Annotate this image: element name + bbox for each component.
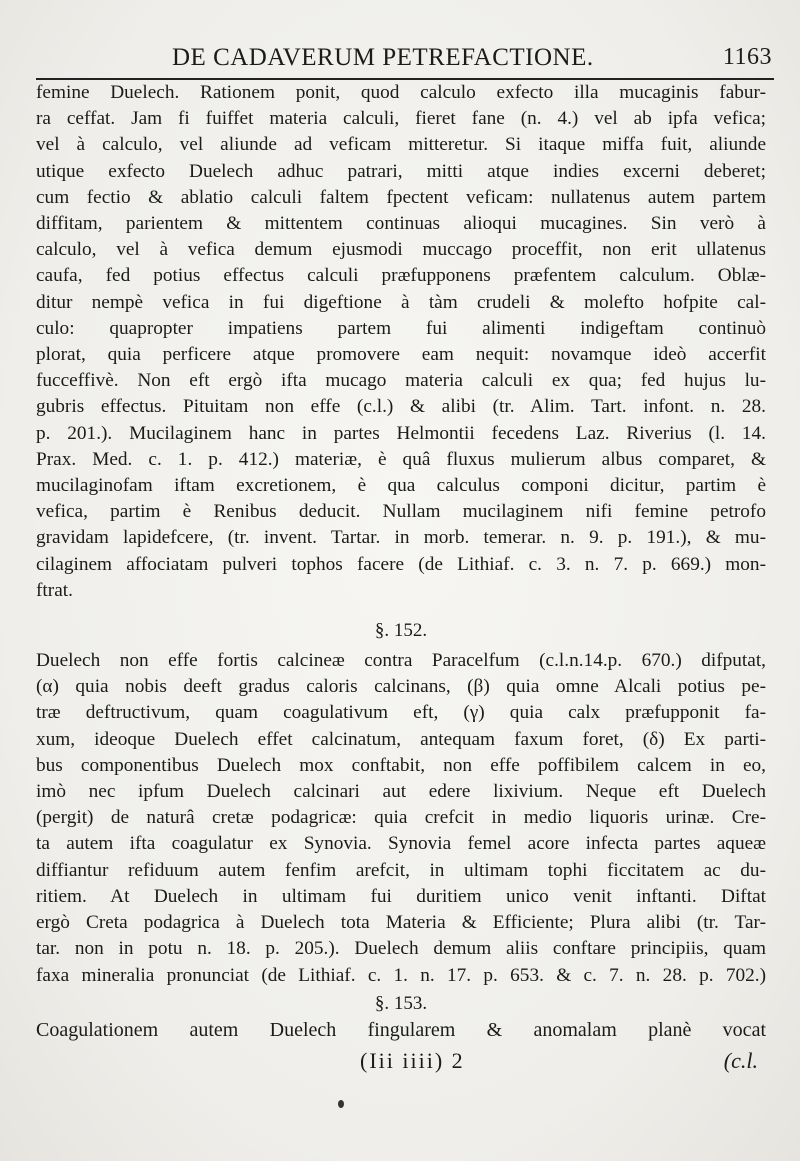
text-line: diffitam, parientem & mittentem continuas alioqui mucagines. Sin verò à (36, 213, 766, 235)
paragraph-1 (36, 80, 766, 604)
text-line: gubris effectus. Pituitam non effe (c.l.) & alibi (tr. Alim. Tart. infont. n. 28. (36, 396, 766, 418)
text-line: vel à calculo, vel aliunde ad veficam mitteretur. Si itaque miffa fuit, aliunde (36, 134, 766, 156)
text-line: (pergit) de naturâ cretæ podagricæ: quia crefcit in medio liquoris urinæ. Cre- (36, 807, 766, 829)
catchword: (c.l. (723, 1048, 758, 1073)
text-line: (α) quia nobis deeft gradus caloris calcinans, (β) quia omne Alcali potius pe- (36, 676, 766, 698)
text-line: tar. non in potu n. 18. p. 205.). Duelech demum aliis conftare principiis, quam (36, 938, 766, 960)
text-line: diffiantur refiduum autem fenfim arefcit, in ultimam tophi ficcitatem ac du- (36, 859, 766, 881)
section-heading-152: §. 152. (374, 620, 428, 642)
text-line: imò nec ipfum Duelech calcinari aut edere lixivium. Neque eft Duelech (36, 781, 766, 803)
text-line: ditur nempè vefica in fui digeftione à tàm crudeli & molefto hofpite cal- (36, 291, 766, 313)
text-line: xum, ideoque Duelech effet calcinatum, antequam faxum foret, (δ) Ex parti- (36, 728, 766, 750)
text-line: vefica, partim è Renibus deducit. Nullam mucilaginem nifi femine petrofo (36, 501, 766, 523)
text-line: plorat, quia perficere atque promovere eam nequit: novamque ideò accerfit (36, 344, 766, 366)
text-line: træ deftructivum, quam coagulativum eft, (γ) quia calx præfupponit fa- (36, 702, 766, 724)
text-line: gravidam lapidefcere, (tr. invent. Tartar. in morb. temerar. n. 9. p. 191.), & mu- (36, 527, 766, 549)
text-line: femine Duelech. Rationem ponit, quod calculo exfecto illa mucaginis fabur- (36, 82, 766, 103)
text-line: ritiem. At Duelech in ultimam fui duritiem unico venit inftanti. Diftat (36, 885, 766, 907)
text-line: ergò Creta podagrica à Duelech tota Materia & Efficiente; Plura alibi (tr. Tar- (36, 912, 766, 934)
running-title: DE CADAVERUM PETREFACTIONE. (172, 44, 594, 71)
text-line: Coagulationem autem Duelech fingularem & anomalam planè vocat (36, 1018, 766, 1041)
text-line: ta autem ifta coagulatur ex Synovia. Synovia femel acore infecta partes aqueæ (36, 833, 766, 855)
text-line: cum fectio & ablatio calculi faltem fpectent veficam: nullatenus autem partem (36, 186, 766, 208)
running-head (172, 44, 772, 72)
text-line: utique exfecto Duelech adhuc patrari, mitti atque indies excerni deberet; (36, 160, 766, 182)
text-line: p. 201.). Mucilaginem hanc in partes Helmontii fecedens Laz. Riverius (l. 14. (36, 422, 766, 444)
text-line: culo: quapropter impatiens partem fui alimenti indigeftam continuò (36, 317, 766, 339)
text-line: faxa mineralia pronunciat (de Lithiaf. c. 1. n. 17. p. 653. & c. 7. n. 28. p. 702.) (36, 964, 766, 986)
text-line: caufa, fed potius effectus calculi præfupponens præfentem calculum. Oblæ- (36, 265, 766, 287)
signature-mark: (Iii iiii) 2 (360, 1048, 465, 1073)
text-line: Duelech non effe fortis calcineæ contra Paracelfum (c.l.n.14.p. 670.) difputat, (36, 650, 766, 672)
ink-speck (338, 1100, 344, 1108)
text-line: ftrat. (36, 579, 73, 601)
page-body (36, 80, 766, 1043)
text-line: calculo, vel à vefica demum ejusmodi muccago proceffit, non erit ullatenus (36, 239, 766, 261)
text-line: fucceffivè. Non eft ergò ifta mucago materia calculi ex qua; fed hujus lu- (36, 370, 766, 392)
paragraph-2 (36, 648, 766, 989)
page-number: 1163 (722, 44, 772, 70)
text-line: bus componentibus Duelech mox conftabit, non effe poffibilem calcem in eo, (36, 754, 766, 776)
text-line: ra ceffat. Jam fi fuiffet materia calculi, fieret fane (n. 4.) vel ab ipfa vefica; (36, 108, 766, 130)
section-heading-153: §. 153. (374, 992, 428, 1014)
text-line: cilaginem affociatam pulveri tophos facere (de Lithiaf. c. 3. n. 7. p. 669.) mon- (36, 553, 766, 575)
text-line: mucilaginofam iftam excretionem, è qua calculus componi dicitur, partim è (36, 475, 766, 497)
text-line: Prax. Med. c. 1. p. 412.) materiæ, è quâ fluxus mulierum albus comparet, & (36, 448, 766, 470)
